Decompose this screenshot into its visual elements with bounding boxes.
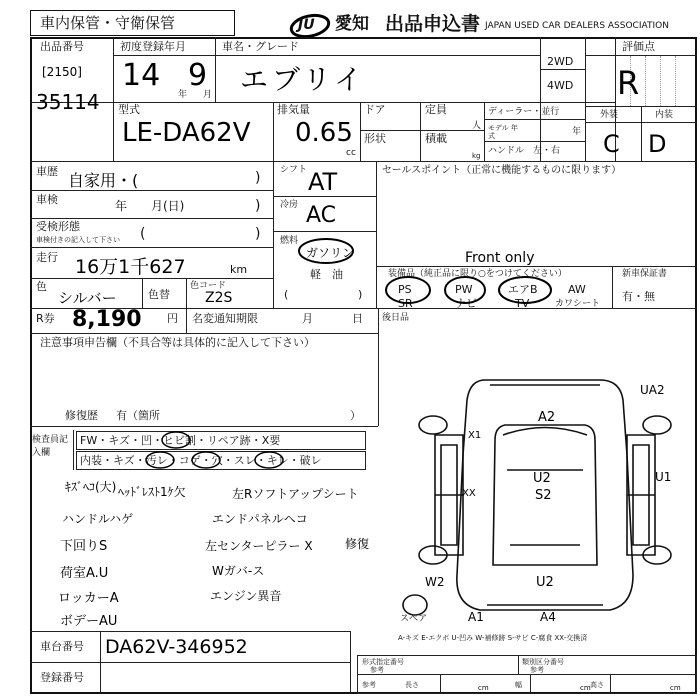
repair-value: 有（箇所 [116, 409, 160, 422]
note-11: ロッカーA [58, 591, 119, 606]
class-ref-label: 参考 [530, 666, 544, 674]
mark-w2: W2 [425, 575, 445, 589]
model-year-label: モデル 年式 [488, 124, 518, 140]
recycle-amount: 8,190 [72, 307, 142, 332]
drive-2wd: 2WD [547, 55, 574, 68]
handle-label: ハンドル 左・右 [488, 146, 561, 156]
note-9: 荷室A.U [60, 566, 109, 581]
logo-mark: JU [298, 17, 315, 33]
load-label: 積載 [425, 132, 447, 145]
first-reg-label: 初度登録年月 [120, 40, 186, 53]
mark-a4: A4 [540, 610, 556, 624]
note-6: 下回りS [60, 539, 108, 554]
note-10: Wガバ-ス [212, 564, 265, 578]
spare-label: スペア [400, 614, 428, 624]
front-only-note: Front only [465, 250, 535, 266]
color-change-label: 色替 [148, 288, 170, 301]
length-label: 長さ [405, 681, 419, 689]
year-unit: 年 [178, 90, 188, 100]
new-warranty-label: 新車保証書 [622, 269, 668, 279]
width-label: 幅 [515, 681, 522, 689]
shape-note-label: 形式指定番号 [362, 658, 404, 666]
notice-label: 名変通知期限 [192, 312, 258, 325]
equip-airbag: エアB [508, 283, 538, 296]
mark-u2-center: U2 [533, 471, 551, 486]
month-unit: 月 [203, 90, 213, 100]
displacement-value: 0.65 [295, 118, 353, 148]
shift-label: シフト [280, 165, 308, 175]
note-12: エンジン異音 [210, 589, 282, 603]
defect-circles [76, 428, 376, 473]
damage-legend: A-キズ E-エクボ U-凹み W-補修跡 S-サビ C-腐食 XX-交換済 [398, 634, 588, 642]
note-5: エンドパネルヘコ [212, 512, 308, 526]
fuel-paren-close: ) [358, 288, 363, 301]
mark-u1: U1 [655, 470, 672, 484]
note-7: 左センターピラー X [205, 539, 313, 553]
notice-day: 日 [352, 312, 363, 325]
shape-label: 形状 [364, 132, 386, 145]
equip-ps: PS [398, 283, 412, 296]
equip-seat: カワシート [555, 299, 601, 309]
fuel-paren-open: ( [284, 288, 289, 301]
dealer-label: ディーラー・並行 [488, 107, 560, 117]
reg-number-label: 登録番号 [40, 671, 84, 684]
reg-year: 14 [122, 58, 161, 93]
grade-value: R [617, 64, 640, 102]
height-unit: cm [670, 684, 681, 692]
inspector-label: 検査員記入欄 [32, 435, 69, 458]
lot-number: 35114 [36, 90, 100, 114]
note-3: 左Rソフトアップシート [232, 487, 359, 501]
mark-a2: A2 [538, 410, 556, 425]
exterior-label: 外装 [600, 110, 619, 120]
form-title: 出品申込書 [385, 13, 481, 35]
chassis-value: DA62V-346952 [105, 636, 248, 658]
model-label: 車名・グレード [222, 40, 299, 53]
lot-number-label: 出品番号 [40, 40, 84, 53]
interior-row: 内装・キズ・汚レ・コゲ・穴・スレ・キレ・破レ [80, 454, 322, 467]
chassis-label: 車台番号 [40, 640, 84, 653]
repair-close: ） [350, 409, 361, 422]
km-unit: km [230, 263, 248, 276]
mark-u2-rear: U2 [536, 575, 554, 590]
warranty-note: 車検付きの記入して下さい [36, 236, 120, 244]
equip-sr: SR [398, 297, 413, 310]
load-unit: kg [472, 152, 481, 160]
cc-unit: cc [346, 148, 356, 158]
warranty-open: ( [140, 226, 146, 242]
equip-circles [382, 274, 622, 304]
association-name: JAPAN USED CAR DEALERS ASSOCIATION [485, 21, 669, 31]
back-item-label: 後日品 [382, 313, 410, 323]
model-code: LE-DA62V [122, 118, 251, 148]
ref-label-bottom: 参考 [362, 681, 376, 689]
interior-grade: D [648, 130, 667, 158]
note-2: ﾍｯﾄﾞﾚｽﾄ1ｹ欠 [118, 485, 186, 499]
mark-x1: X1 [468, 430, 482, 441]
mark-xx: XX [462, 488, 476, 499]
width-unit: cm [580, 684, 591, 692]
exterior-grade: C [603, 130, 620, 158]
car-name: エブリイ [240, 63, 367, 96]
ac-value: AC [306, 203, 337, 228]
type-label: 型式 [118, 103, 140, 116]
note-13: ボデーAU [60, 614, 118, 629]
warranty-close: ) [255, 226, 261, 242]
color-value: シルバー [58, 289, 117, 307]
drive-4wd: 4WD [547, 79, 574, 92]
recycle-yen: 円 [167, 312, 178, 325]
note-8: 修復 [345, 537, 370, 551]
history-close: ) [255, 170, 261, 186]
equip-pw: PW [455, 283, 473, 296]
equip-tv: TV [515, 297, 530, 310]
mileage-label: 走行 [36, 251, 58, 264]
color-label: 色 [36, 280, 47, 293]
interior-label: 内装 [655, 110, 674, 120]
storage-label: 車内保管・守衛保管 [40, 14, 176, 32]
displacement-label: 排気量 [277, 103, 310, 116]
notes-label: 注意事項申告欄（不具合等は具体的に記入して下さい） [40, 336, 315, 349]
equip-navi: ナビ [455, 297, 477, 310]
mileage-value: 16万1千627 [75, 256, 186, 278]
reg-month: 9 [188, 58, 208, 93]
height-label: 高さ [590, 681, 604, 689]
note-4: ハンドルハゲ [62, 512, 134, 526]
color-code-label: 色コード [190, 281, 227, 291]
shape-ref-label: 参考 [370, 666, 384, 674]
history-value: 自家用・( [68, 171, 139, 190]
equip-aw: AW [568, 283, 586, 296]
notice-month: 月 [302, 312, 313, 325]
history-label: 車歴 [36, 165, 58, 178]
logo-text: 愛知 [335, 14, 369, 34]
grade-label: 評価点 [622, 40, 655, 53]
inspection-close: ) [255, 198, 261, 214]
inspection-date: 年 月(日) [115, 199, 185, 213]
recycle-label: R券 [36, 312, 55, 325]
ac-label: 冷房 [280, 200, 299, 210]
mark-a1: A1 [468, 610, 484, 624]
door-label: ドア [364, 103, 386, 116]
fuel-label: 燃料 [280, 236, 299, 246]
note-1: ｷｽﾞﾍｺ(大) [65, 480, 117, 494]
repair-label: 修復歴 [65, 409, 98, 422]
lot-bracket: [2150] [42, 65, 82, 79]
color-code-value: Z2S [205, 290, 233, 306]
class-label: 類別区分番号 [522, 658, 564, 666]
fuel-other: 軽 油 [310, 268, 343, 281]
warranty-label: 受検形態 [36, 220, 80, 233]
length-unit: cm [478, 684, 489, 692]
mark-ua2: UA2 [640, 383, 665, 397]
ju-logo [290, 14, 330, 38]
model-year-unit: 年 [572, 127, 582, 137]
capacity-unit: 人 [472, 121, 482, 131]
equipment-label: 装備品（純正品に限り○をつけてください） [388, 269, 567, 279]
shift-value: AT [308, 168, 338, 196]
capacity-label: 定員 [425, 103, 447, 116]
mark-s2: S2 [535, 488, 552, 503]
sales-point-label: セールスポイント（正常に機能するものに限ります） [382, 165, 622, 176]
warranty-options: 有・無 [622, 290, 655, 303]
fw-row: FW・キズ・凹・ヒビ割・リペア跡・X要 [80, 434, 281, 447]
fuel-value: ガソリン [306, 246, 355, 260]
inspection-label: 車検 [36, 193, 58, 206]
